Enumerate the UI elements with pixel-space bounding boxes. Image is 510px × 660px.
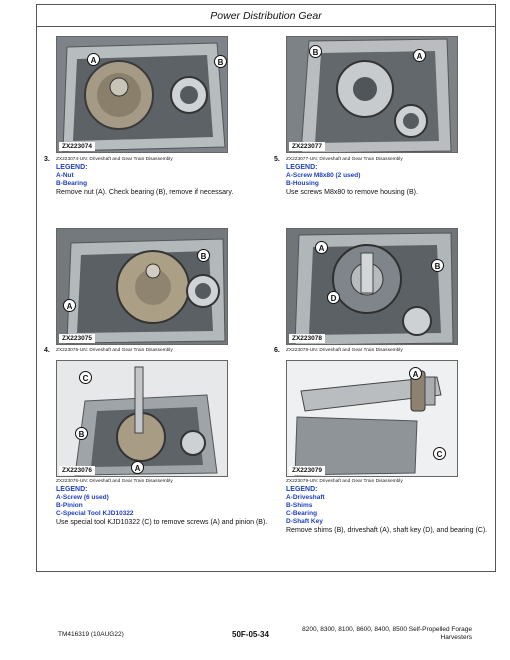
callout-b: B xyxy=(75,427,88,440)
figure-caption: ZX223075-UN: Driveshaft and Gear Train Disassembly xyxy=(56,348,173,353)
callout-a: A xyxy=(131,461,144,474)
callout-a: A xyxy=(63,299,76,312)
callout-b: B xyxy=(431,259,444,272)
legend-item: A-Screw (6 used) xyxy=(56,494,109,501)
step-5-photo xyxy=(286,36,458,153)
photo-id: ZX223074 xyxy=(59,142,95,151)
photo-id: ZX223077 xyxy=(289,142,325,151)
callout-c: C xyxy=(433,447,446,460)
footer-product xyxy=(300,626,472,642)
callout-b: B xyxy=(197,249,210,262)
callout-d: D xyxy=(327,291,340,304)
legend-item: A-Screw M8x80 (2 used) xyxy=(286,172,361,179)
callout-b: B xyxy=(309,45,322,58)
photo-id: ZX223076 xyxy=(59,466,95,475)
step-6-photo-2 xyxy=(286,360,458,477)
legend-item: C-Special Tool KJD10322 xyxy=(56,510,134,517)
legend-item: D-Shaft Key xyxy=(286,518,323,525)
legend-title: LEGEND: xyxy=(286,164,318,171)
step-number: 6. xyxy=(274,347,280,354)
legend-item: C-Bearing xyxy=(286,510,318,517)
footer-product-line-1: 8200, 8300, 8100, 8600, 8400, 8500 Self-Propelled Forage xyxy=(302,626,472,633)
legend-item: B-Shims xyxy=(286,502,313,509)
figure-caption: ZX223077-UN: Driveshaft and Gear Train Disassembly xyxy=(286,157,403,162)
callout-c: C xyxy=(79,371,92,384)
step-number: 5. xyxy=(274,156,280,163)
legend-item: B-Pinion xyxy=(56,502,83,509)
figure-caption: ZX223076-UN: Driveshaft and Gear Train Disassembly xyxy=(56,479,173,484)
photo-id: ZX223078 xyxy=(289,334,325,343)
legend-item: B-Housing xyxy=(286,180,319,187)
legend-title: LEGEND: xyxy=(286,486,318,493)
title-divider xyxy=(36,26,496,27)
step-3-photo xyxy=(56,36,228,153)
instruction-text: Use screws M8x80 to remove housing (B). xyxy=(286,189,418,196)
instruction-text: Remove shims (B), driveshaft (A), shaft key (D), and bearing (C). xyxy=(286,527,488,534)
photo-id: ZX223079 xyxy=(289,466,325,475)
page-title: Power Distribution Gear xyxy=(210,10,322,22)
callout-a: A xyxy=(87,53,100,66)
footer-product-line-2: Harvesters xyxy=(440,634,472,641)
callout-a: A xyxy=(315,241,328,254)
callout-b: B xyxy=(214,55,227,68)
figure-caption: ZX223079-UN: Driveshaft and Gear Train Disassembly xyxy=(286,479,403,484)
callout-a: A xyxy=(409,367,422,380)
legend-item: B-Bearing xyxy=(56,180,88,187)
callout-a: A xyxy=(413,49,426,62)
legend-title: LEGEND: xyxy=(56,164,88,171)
step-6-photo-1 xyxy=(286,228,458,345)
step-number: 4. xyxy=(44,347,50,354)
figure-caption: ZX223078-UN: Driveshaft and Gear Train Disassembly xyxy=(286,348,403,353)
legend-item: A-Driveshaft xyxy=(286,494,325,501)
footer-doc-id: TM416319 (10AUG22) xyxy=(58,631,124,638)
photo-id: ZX223075 xyxy=(59,334,95,343)
step-4-photo-1 xyxy=(56,228,228,345)
instruction-text: Remove nut (A). Check bearing (B), remove if necessary. xyxy=(56,189,234,196)
step-4-photo-2 xyxy=(56,360,228,477)
legend-item: A-Nut xyxy=(56,172,74,179)
legend-title: LEGEND: xyxy=(56,486,88,493)
footer-page-number: 50F-05-34 xyxy=(232,630,269,639)
step-number: 3. xyxy=(44,156,50,163)
figure-caption: ZX223074-UN: Driveshaft and Gear Train Disassembly xyxy=(56,157,173,162)
instruction-text: Use special tool KJD10322 (C) to remove screws (A) and pinion (B). xyxy=(56,519,268,526)
